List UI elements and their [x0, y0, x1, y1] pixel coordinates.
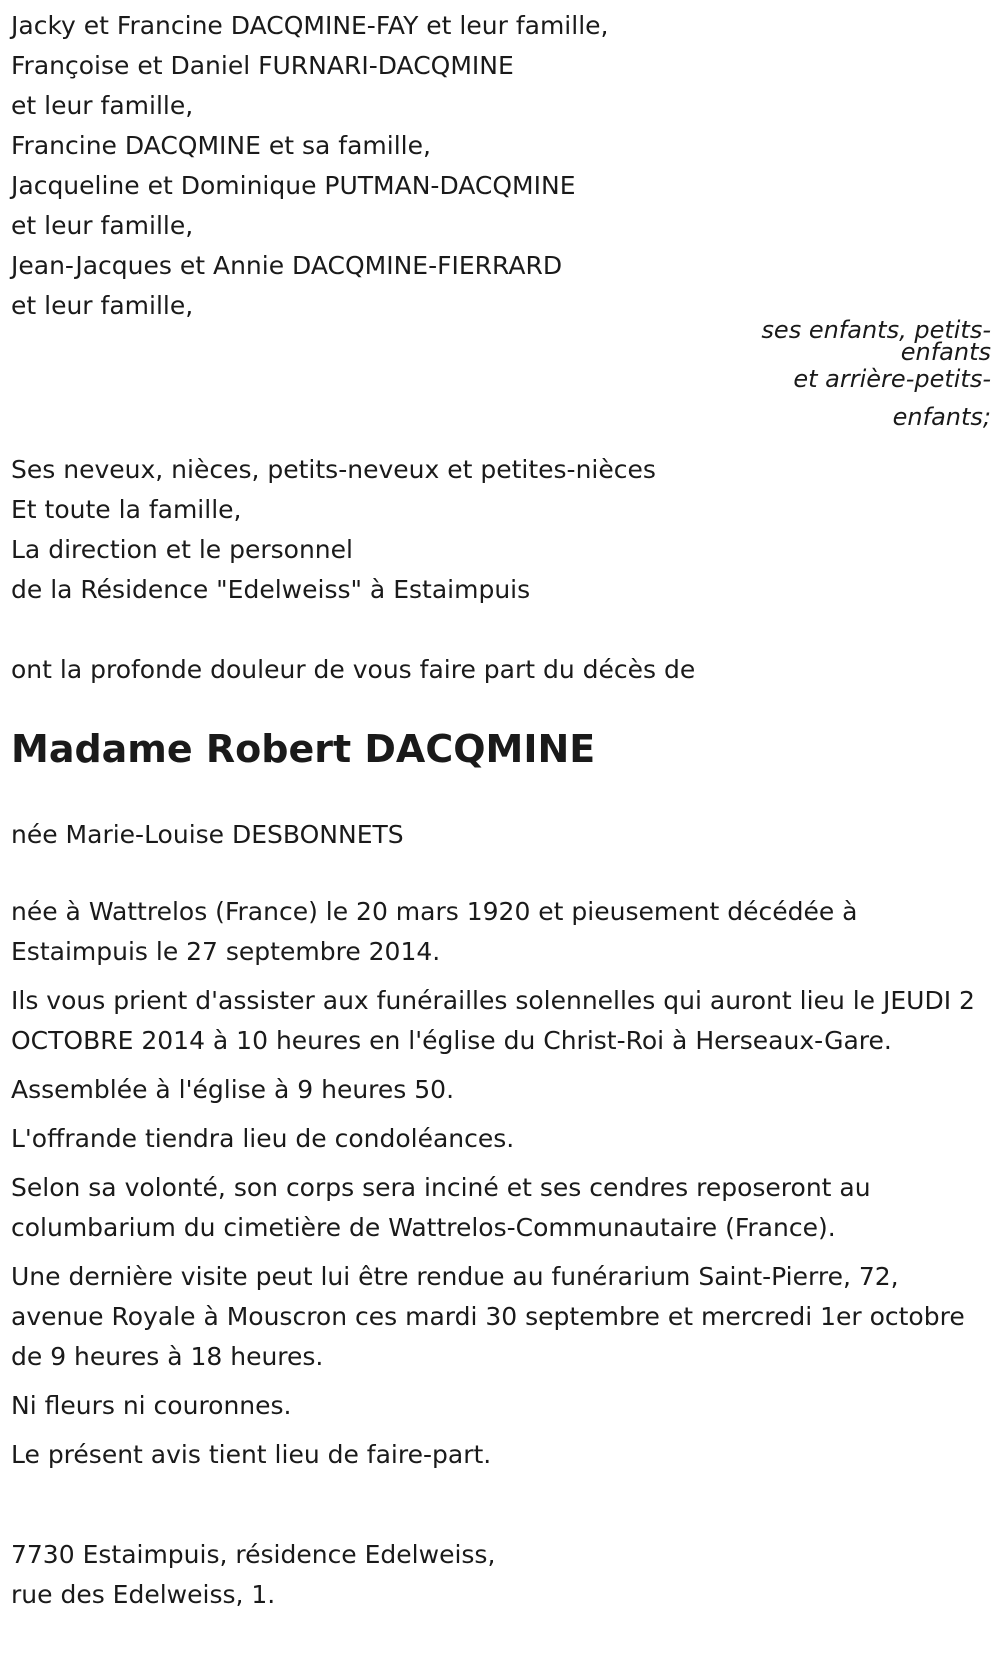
relation-great-grandchildren	[793, 365, 991, 436]
birth-death-paragraph: née à Wattrelos (France) le 20 mars 1920 et pieusement décédée à Estaimpuis le 27 septembre 2014.	[11, 897, 858, 966]
funeral-details	[11, 892, 986, 1484]
flowers-paragraph: Ni fleurs ni couronnes.	[11, 1391, 292, 1420]
funeral-paragraph: Ils vous prient d'assister aux funérailles solennelles qui auront lieu le JEUDI 2 OCTOBRE 2014 à 10 heures en l'église du Christ-Roi à Herseaux-Gare.	[11, 986, 975, 1055]
mourner-line: Et toute la famille,	[11, 495, 242, 524]
relation-line: enfants	[900, 338, 991, 366]
family-list	[11, 6, 608, 326]
family-line: Jacqueline et Dominique PUTMAN-DACQMINE	[11, 171, 576, 200]
other-mourners	[11, 450, 656, 610]
address-block	[11, 1535, 495, 1615]
family-line: Jean-Jacques et Annie DACQMINE-FIERRARD	[11, 251, 563, 280]
family-line: Françoise et Daniel FURNARI-DACQMINE	[11, 51, 514, 80]
family-line: Francine DACQMINE et sa famille,	[11, 131, 431, 160]
condolences-paragraph: L'offrande tiendra lieu de condoléances.	[11, 1124, 515, 1153]
relation-line: enfants;	[892, 403, 991, 431]
notice-paragraph: Le présent avis tient lieu de faire-part.	[11, 1440, 492, 1469]
relation-line: ses enfants, petits-	[761, 316, 991, 344]
mourner-line: La direction et le personnel	[11, 535, 353, 564]
address-line: 7730 Estaimpuis, résidence Edelweiss,	[11, 1540, 496, 1569]
visit-paragraph: Une dernière visite peut lui être rendue au funérarium Saint-Pierre, 72, avenue Royale à Mouscron ces mardi 30 septembre et mercredi 1er octobre de 9 heures à 18 heures.	[11, 1262, 965, 1371]
mourner-line: Ses neveux, nièces, petits-neveux et petites-nièces	[11, 455, 656, 484]
relation-line: et arrière-petits-	[793, 365, 991, 393]
family-line: et leur famille,	[11, 291, 194, 320]
address-line: rue des Edelweiss, 1.	[11, 1580, 276, 1609]
deceased-name: Madame Robert DACQMINE	[11, 727, 596, 771]
family-line: et leur famille,	[11, 91, 194, 120]
family-line: Jacky et Francine DACQMINE-FAY et leur famille,	[11, 11, 609, 40]
announcement-text: ont la profonde douleur de vous faire part du décès de	[11, 655, 696, 684]
mourner-line: de la Résidence "Edelweiss" à Estaimpuis	[11, 575, 531, 604]
maiden-name: née Marie-Louise DESBONNETS	[11, 820, 404, 849]
cremation-paragraph: Selon sa volonté, son corps sera inciné et ses cendres reposeront au columbarium du cimetière de Wattrelos-Communautaire (France).	[11, 1173, 871, 1242]
assembly-paragraph: Assemblée à l'église à 9 heures 50.	[11, 1075, 455, 1104]
family-line: et leur famille,	[11, 211, 194, 240]
